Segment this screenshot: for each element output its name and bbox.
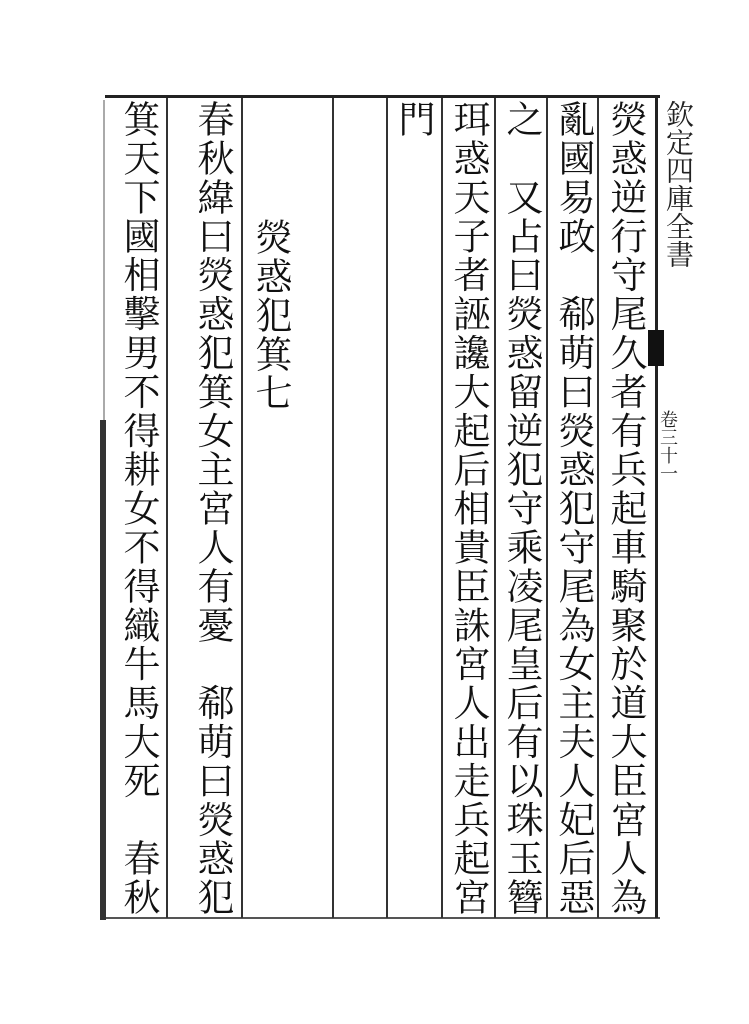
frame-left-faint-border xyxy=(103,100,105,420)
text-column-2: 亂國易政 郗萌曰熒惑犯守尾為女主夫人妃后惡 xyxy=(552,100,595,917)
frame-bottom-border xyxy=(100,917,660,919)
frame-left-border xyxy=(100,420,106,920)
column-rule xyxy=(597,98,599,918)
margin-volume-number: 卷三十一 xyxy=(657,410,678,482)
text-column-4: 珥惑天子者誣讒大起后相貴臣誅宮人出走兵起宮 xyxy=(447,100,490,917)
text-column-3: 之 又占曰熒惑留逆犯守乘凌尾皇后有以珠玉簪 xyxy=(500,100,543,917)
column-rule xyxy=(546,98,548,918)
section-heading: 熒惑犯箕七 xyxy=(249,218,292,413)
frame-right-border xyxy=(655,95,658,918)
column-rule xyxy=(241,98,243,918)
text-column-8: 春秋緯曰熒惑犯箕女主宮人有憂 郗萌曰熒惑犯 xyxy=(191,100,234,917)
text-column-5: 門 xyxy=(392,100,435,139)
column-rule xyxy=(332,98,334,918)
column-rule xyxy=(166,98,168,918)
column-rule xyxy=(441,98,443,918)
fish-tail-mark-icon xyxy=(648,330,664,366)
column-rule xyxy=(494,98,496,918)
margin-book-title: 欽定四庫全書 xyxy=(662,100,695,268)
column-rule xyxy=(386,98,388,918)
text-column-1: 熒惑逆行守尾久者有兵起車騎聚於道大臣宮人為 xyxy=(604,100,647,917)
frame-top-border xyxy=(105,95,660,98)
text-column-9: 箕天下國相擊男不得耕女不得織牛馬大死 春秋 xyxy=(117,100,160,917)
